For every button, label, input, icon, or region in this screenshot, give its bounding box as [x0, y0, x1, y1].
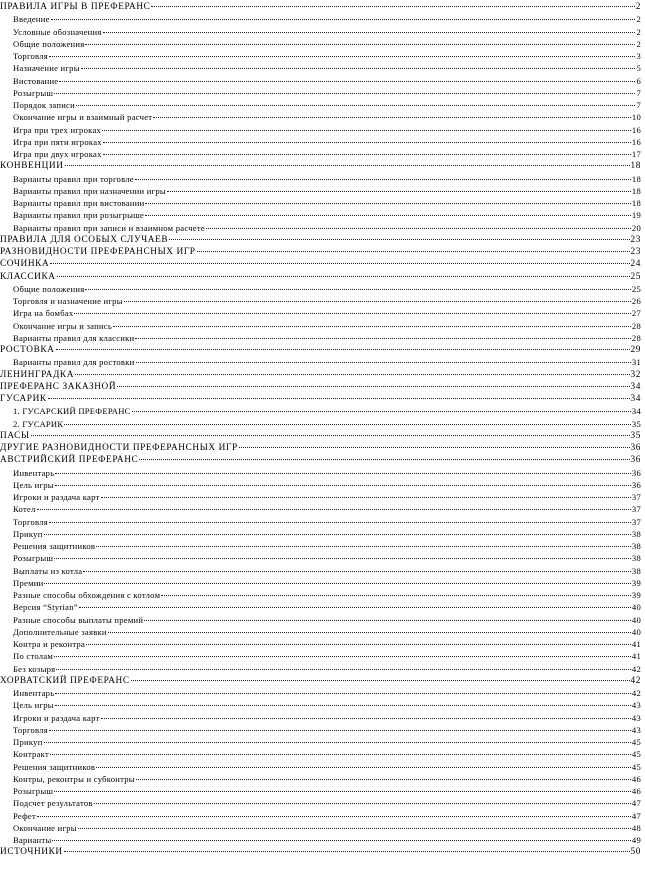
- toc-page-number: 43: [631, 712, 641, 723]
- toc-entry-title: ПРАВИЛА ДЛЯ ОСОБЫХ СЛУЧАЕВ: [0, 234, 169, 245]
- toc-page-number: 38: [631, 553, 641, 564]
- toc-page-number: 25: [630, 271, 641, 282]
- toc-entry-title: Общие положения: [13, 38, 85, 49]
- toc-subsection-entry[interactable]: [0, 185, 641, 197]
- toc-entry-title: Подсчет результатов: [13, 798, 93, 809]
- toc-entry-title: Варианты правил при назначении игры: [13, 185, 166, 196]
- toc-page-number: 46: [631, 773, 641, 784]
- toc-entry-title: КОНВЕНЦИИ: [0, 161, 64, 172]
- toc-subsection-entry[interactable]: [0, 295, 641, 307]
- toc-entry-title: ХОРВАТСКИЙ ПРЕФЕРАНС: [0, 675, 130, 686]
- toc-subsection-entry[interactable]: [0, 810, 641, 822]
- dot-leader: [136, 779, 631, 780]
- dot-leader: [51, 19, 636, 20]
- toc-page-number: 38: [631, 528, 641, 539]
- toc-page-number: 5: [636, 63, 641, 74]
- toc-page-number: 40: [631, 614, 641, 625]
- toc-page-number: 41: [631, 639, 641, 649]
- dot-leader: [54, 93, 635, 94]
- toc-page-number: 23: [630, 234, 641, 245]
- toc-page-number: 38: [631, 541, 641, 551]
- toc-entry-title: Назначение игры: [13, 63, 80, 74]
- toc-subsection-entry[interactable]: [0, 748, 641, 760]
- toc-subsection-entry[interactable]: [0, 467, 641, 479]
- toc-section-entry[interactable]: [0, 381, 641, 393]
- dot-leader: [153, 117, 631, 118]
- toc-entry-title: Премии: [13, 577, 44, 588]
- toc-subsection-entry[interactable]: [0, 589, 641, 601]
- toc-subsection-entry[interactable]: [0, 87, 641, 99]
- toc-subsection-entry[interactable]: [0, 75, 641, 87]
- toc-subsection-entry[interactable]: [0, 124, 641, 136]
- toc-subsection-entry[interactable]: [0, 405, 641, 417]
- toc-section-entry[interactable]: [0, 271, 641, 283]
- toc-page-number: 27: [631, 308, 641, 319]
- toc-entry-title: Игра при двух игроках: [13, 149, 102, 159]
- toc-subsection-entry[interactable]: [0, 663, 641, 675]
- toc-entry-title: ПРАВИЛА ИГРЫ В ПРЕФЕРАНС: [0, 2, 151, 12]
- toc-entry-title: Решения защитников: [13, 541, 96, 551]
- toc-page-number: 32: [630, 369, 641, 380]
- toc-page-number: 26: [631, 296, 641, 306]
- dot-leader: [49, 56, 635, 57]
- toc-page-number: 48: [631, 822, 641, 833]
- toc-entry-title: Цель игры: [13, 479, 54, 490]
- toc-entry-title: Варианты правил для классики: [13, 332, 135, 343]
- toc-page-number: 6: [636, 75, 641, 86]
- dot-leader: [103, 142, 631, 143]
- toc-page-number: 47: [631, 810, 641, 821]
- toc-entry-title: Прикуп: [13, 528, 43, 539]
- toc-subsection-entry[interactable]: [0, 614, 641, 626]
- toc-subsection-entry[interactable]: [0, 565, 641, 577]
- toc-entry-title: ЛЕНИНГРАДКА: [0, 369, 75, 380]
- toc-page-number: 17: [631, 149, 641, 159]
- toc-section-entry[interactable]: [0, 393, 641, 405]
- dot-leader: [167, 191, 631, 192]
- toc-page-number: 36: [630, 455, 641, 466]
- dot-leader: [135, 179, 631, 180]
- dot-leader: [103, 32, 636, 33]
- toc-subsection-entry[interactable]: [0, 332, 641, 344]
- toc-entry-title: Игра при пяти игроках: [13, 136, 102, 147]
- toc-subsection-entry[interactable]: [0, 283, 641, 295]
- dot-leader: [54, 791, 631, 792]
- toc-entry-title: Инвентарь: [13, 688, 55, 698]
- dot-leader: [49, 522, 631, 523]
- dot-leader: [52, 840, 631, 841]
- table-of-contents: [0, 1, 641, 859]
- toc-page-number: 10: [631, 112, 641, 123]
- toc-subsection-entry[interactable]: [0, 197, 641, 209]
- dot-leader: [50, 263, 629, 264]
- toc-subsection-entry[interactable]: [0, 418, 641, 430]
- toc-page-number: 31: [631, 357, 641, 368]
- dot-leader: [76, 105, 636, 106]
- toc-subsection-entry[interactable]: [0, 822, 641, 834]
- dot-leader: [54, 558, 631, 559]
- toc-entry-title: Версия “Styrian”: [13, 602, 78, 613]
- toc-entry-title: Условные обозначения: [13, 26, 102, 37]
- dot-leader: [74, 313, 630, 314]
- dot-leader: [55, 473, 631, 474]
- toc-entry-title: Окончание игры и взаимный расчет: [13, 112, 153, 123]
- toc-subsection-entry[interactable]: [0, 601, 641, 613]
- toc-page-number: 34: [630, 394, 641, 404]
- toc-page-number: 45: [631, 737, 641, 747]
- toc-page-number: 2: [636, 26, 641, 37]
- toc-entry-title: Розыгрыш: [13, 553, 54, 564]
- dot-leader: [101, 718, 631, 719]
- toc-entry-title: АВСТРИЙСКИЙ ПРЕФЕРАНС: [0, 455, 139, 466]
- toc-page-number: 43: [631, 700, 641, 711]
- toc-page-number: 40: [631, 626, 641, 637]
- toc-subsection-entry[interactable]: [0, 516, 641, 528]
- toc-entry-title: ГУСАРИК: [0, 394, 47, 404]
- toc-entry-title: Разные способы выплаты премий: [13, 614, 144, 625]
- toc-entry-title: Рефет: [13, 810, 36, 821]
- toc-page-number: 42: [631, 663, 641, 674]
- toc-subsection-entry[interactable]: [0, 577, 641, 589]
- toc-entry-title: Игроки и раздача карт: [13, 492, 100, 502]
- toc-entry-title: 2. ГУСАРИК: [13, 418, 64, 429]
- toc-subsection-entry[interactable]: [0, 50, 641, 62]
- toc-entry-title: Порядок записи: [13, 100, 75, 110]
- toc-subsection-entry[interactable]: [0, 503, 641, 515]
- dot-leader: [102, 130, 631, 131]
- toc-entry-title: Вистование: [13, 75, 59, 86]
- toc-page-number: 29: [630, 345, 641, 355]
- dot-leader: [56, 349, 630, 350]
- dot-leader: [144, 620, 631, 621]
- toc-page-number: 42: [630, 675, 641, 686]
- toc-subsection-entry[interactable]: [0, 209, 641, 221]
- toc-page-number: 18: [631, 185, 641, 196]
- toc-page-number: 35: [630, 430, 641, 441]
- dot-leader: [55, 693, 631, 694]
- toc-entry-title: Торговля: [13, 724, 48, 735]
- toc-section-entry[interactable]: [0, 160, 641, 172]
- toc-subsection-entry[interactable]: [0, 626, 641, 638]
- toc-subsection-entry[interactable]: [0, 13, 641, 25]
- dot-leader: [139, 459, 629, 460]
- toc-entry-title: Цель игры: [13, 700, 54, 711]
- toc-page-number: 41: [631, 651, 641, 662]
- toc-entry-title: По столам: [13, 651, 54, 662]
- toc-entry-title: СОЧИНКА: [0, 259, 50, 270]
- toc-entry-title: ДРУГИЕ РАЗНОВИДНОСТИ ПРЕФЕРАНСНЫХ ИГР: [0, 443, 238, 453]
- dot-leader: [132, 411, 631, 412]
- toc-entry-title: ИСТОЧНИКИ: [0, 847, 63, 858]
- toc-section-entry[interactable]: [0, 846, 641, 858]
- dot-leader: [161, 595, 631, 596]
- toc-subsection-entry[interactable]: [0, 540, 641, 552]
- toc-entry-title: Контра и реконтра: [13, 639, 86, 649]
- toc-page-number: 36: [630, 443, 641, 453]
- toc-entry-title: Инвентарь: [13, 467, 55, 478]
- toc-page-number: 24: [630, 259, 641, 270]
- toc-page-number: 16: [631, 136, 641, 147]
- dot-leader: [151, 6, 634, 7]
- toc-page-number: 16: [631, 124, 641, 135]
- dot-leader: [81, 68, 636, 69]
- dot-leader: [96, 546, 631, 547]
- toc-subsection-entry[interactable]: [0, 528, 641, 540]
- toc-entry-title: Варианты правил при торговле: [13, 173, 134, 184]
- dot-leader: [131, 680, 630, 681]
- dot-leader: [55, 705, 631, 706]
- dot-leader: [48, 398, 630, 399]
- toc-entry-title: 1. ГУСАРСКИЙ ПРЕФЕРАНС: [13, 406, 131, 417]
- dot-leader: [101, 497, 631, 498]
- toc-page-number: 42: [631, 688, 641, 698]
- toc-subsection-entry[interactable]: [0, 136, 641, 148]
- toc-page-number: 18: [631, 173, 641, 184]
- toc-entry-title: Розыгрыш: [13, 87, 54, 98]
- toc-subsection-entry[interactable]: [0, 712, 641, 724]
- toc-page-number: 37: [631, 492, 641, 502]
- toc-entry-title: Котел: [13, 504, 36, 515]
- toc-page-number: 39: [631, 577, 641, 588]
- dot-leader: [50, 754, 631, 755]
- toc-entry-title: ПРЕФЕРАНС ЗАКАЗНОЙ: [0, 381, 117, 392]
- toc-page-number: 28: [631, 320, 641, 331]
- dot-leader: [206, 228, 631, 229]
- dot-leader: [49, 730, 631, 731]
- toc-entry-title: Окончание игры: [13, 822, 77, 833]
- dot-leader: [108, 632, 631, 633]
- toc-subsection-entry[interactable]: [0, 699, 641, 711]
- toc-page-number: 7: [636, 87, 641, 98]
- toc-page-number: 50: [630, 847, 641, 858]
- toc-entry-title: Варианты правил при вистовании: [13, 198, 145, 208]
- toc-page-number: 20: [631, 222, 641, 233]
- toc-page-number: 47: [631, 798, 641, 809]
- toc-page-number: 28: [631, 332, 641, 343]
- toc-entry-title: Контры, реконтры и субконтры: [13, 773, 135, 784]
- toc-page-number: 34: [631, 406, 641, 417]
- dot-leader: [44, 534, 631, 535]
- toc-entry-title: Варианты правил при розыгрыше: [13, 210, 145, 221]
- toc-entry-title: Разные способы обхождения с котлом: [13, 590, 161, 600]
- toc-section-entry[interactable]: [0, 344, 641, 356]
- toc-subsection-entry[interactable]: [0, 650, 641, 662]
- dot-leader: [79, 607, 631, 608]
- dot-leader: [75, 374, 629, 375]
- dot-leader: [37, 816, 631, 817]
- toc-entry-title: Игра при трех игроках: [13, 124, 102, 135]
- toc-entry-title: Дополнительные заявки: [13, 626, 107, 637]
- toc-subsection-entry[interactable]: [0, 62, 641, 74]
- toc-page-number: 25: [631, 283, 641, 294]
- dot-leader: [56, 669, 631, 670]
- dot-leader: [136, 362, 631, 363]
- toc-entry-title: Игра на бомбах: [13, 308, 74, 319]
- toc-page-number: 35: [631, 418, 641, 429]
- toc-page-number: 49: [631, 835, 641, 845]
- toc-entry-title: Решения защитников: [13, 761, 96, 772]
- toc-section-entry[interactable]: [0, 246, 641, 258]
- toc-section-entry[interactable]: [0, 369, 641, 381]
- dot-leader: [44, 583, 630, 584]
- dot-leader: [54, 656, 631, 657]
- toc-page-number: 19: [631, 210, 641, 221]
- dot-leader: [31, 435, 630, 436]
- dot-leader: [145, 215, 631, 216]
- toc-subsection-entry[interactable]: [0, 148, 641, 160]
- toc-page-number: 43: [631, 724, 641, 735]
- toc-entry-title: РОСТОВКА: [0, 345, 55, 355]
- dot-leader: [64, 424, 631, 425]
- toc-entry-title: Прикуп: [13, 737, 43, 747]
- toc-entry-title: Варианты правил при записи и взаимном расчете: [13, 222, 205, 233]
- toc-subsection-entry[interactable]: [0, 222, 641, 234]
- toc-subsection-entry[interactable]: [0, 307, 641, 319]
- dot-leader: [239, 447, 630, 448]
- toc-page-number: 39: [631, 590, 641, 600]
- dot-leader: [117, 386, 629, 387]
- toc-subsection-entry[interactable]: [0, 834, 641, 846]
- toc-entry-title: Розыгрыш: [13, 786, 54, 796]
- toc-entry-title: Без козыря: [13, 663, 56, 674]
- toc-entry-title: Окончание игры и запись: [13, 320, 113, 331]
- toc-entry-title: Торговля: [13, 516, 48, 527]
- toc-page-number: 2: [636, 14, 641, 25]
- dot-leader: [64, 851, 630, 852]
- toc-section-entry[interactable]: [0, 442, 641, 454]
- toc-page-number: 36: [631, 467, 641, 478]
- toc-subsection-entry[interactable]: [0, 479, 641, 491]
- toc-page-number: 37: [631, 516, 641, 527]
- dot-leader: [37, 509, 631, 510]
- toc-page-number: 45: [631, 749, 641, 760]
- toc-entry-title: РАЗНОВИДНОСТИ ПРЕФЕРАНСНЫХ ИГР: [0, 247, 196, 257]
- toc-section-entry[interactable]: [0, 234, 641, 246]
- toc-subsection-entry[interactable]: [0, 773, 641, 785]
- toc-subsection-entry[interactable]: [0, 797, 641, 809]
- dot-leader: [94, 803, 631, 804]
- toc-page-number: 36: [631, 479, 641, 490]
- toc-entry-title: КЛАССИКА: [0, 271, 56, 282]
- toc-subsection-entry[interactable]: [0, 99, 641, 111]
- toc-subsection-entry[interactable]: [0, 724, 641, 736]
- dot-leader: [85, 289, 630, 290]
- toc-section-entry[interactable]: [0, 430, 641, 442]
- toc-subsection-entry[interactable]: [0, 736, 641, 748]
- dot-leader: [85, 44, 635, 45]
- toc-subsection-entry[interactable]: [0, 638, 641, 650]
- toc-page-number: 23: [630, 247, 641, 257]
- dot-leader: [86, 644, 631, 645]
- toc-entry-title: Торговля и назначение игры: [13, 296, 123, 306]
- toc-subsection-entry[interactable]: [0, 356, 641, 368]
- dot-leader: [57, 276, 630, 277]
- toc-entry-title: Контракт: [13, 749, 49, 760]
- toc-page-number: 37: [631, 504, 641, 515]
- toc-page-number: 18: [630, 161, 641, 172]
- toc-subsection-entry[interactable]: [0, 320, 641, 332]
- dot-leader: [113, 326, 631, 327]
- toc-section-entry[interactable]: [0, 1, 641, 13]
- dot-leader: [124, 301, 631, 302]
- dot-leader: [78, 828, 631, 829]
- dot-leader: [96, 767, 631, 768]
- toc-section-entry[interactable]: [0, 454, 641, 466]
- toc-page-number: 38: [631, 565, 641, 576]
- toc-page-number: 2: [635, 2, 641, 12]
- toc-entry-title: Торговля: [13, 51, 48, 61]
- toc-subsection-entry[interactable]: [0, 38, 641, 50]
- dot-leader: [169, 239, 629, 240]
- dot-leader: [65, 165, 630, 166]
- toc-entry-title: ПАСЫ: [0, 430, 30, 441]
- toc-section-entry[interactable]: [0, 258, 641, 270]
- toc-subsection-entry[interactable]: [0, 761, 641, 773]
- toc-entry-title: Варианты правил для ростовки: [13, 357, 135, 368]
- toc-subsection-entry[interactable]: [0, 552, 641, 564]
- toc-page-number: 40: [631, 602, 641, 613]
- dot-leader: [145, 203, 630, 204]
- toc-entry-title: Игроки и раздача карт: [13, 712, 100, 723]
- toc-subsection-entry[interactable]: [0, 173, 641, 185]
- dot-leader: [55, 485, 631, 486]
- toc-subsection-entry[interactable]: [0, 26, 641, 38]
- dot-leader: [197, 251, 630, 252]
- toc-subsection-entry[interactable]: [0, 111, 641, 123]
- dot-leader: [103, 154, 631, 155]
- toc-entry-title: Введение: [13, 14, 50, 25]
- toc-subsection-entry[interactable]: [0, 785, 641, 797]
- toc-page-number: 3: [636, 51, 641, 61]
- toc-entry-title: Общие положения: [13, 283, 85, 294]
- toc-entry-title: Варианты: [13, 835, 52, 845]
- toc-subsection-entry[interactable]: [0, 687, 641, 699]
- dot-leader: [59, 81, 635, 82]
- toc-page-number: 34: [630, 381, 641, 392]
- toc-section-entry[interactable]: [0, 675, 641, 687]
- toc-page-number: 18: [631, 198, 641, 208]
- toc-entry-title: Выплаты из котла: [13, 565, 83, 576]
- toc-page-number: 2: [636, 38, 641, 49]
- dot-leader: [135, 338, 631, 339]
- toc-page-number: 45: [631, 761, 641, 772]
- dot-leader: [83, 571, 631, 572]
- toc-page-number: 7: [636, 100, 641, 110]
- dot-leader: [44, 742, 631, 743]
- toc-subsection-entry[interactable]: [0, 491, 641, 503]
- toc-page-number: 46: [631, 786, 641, 796]
